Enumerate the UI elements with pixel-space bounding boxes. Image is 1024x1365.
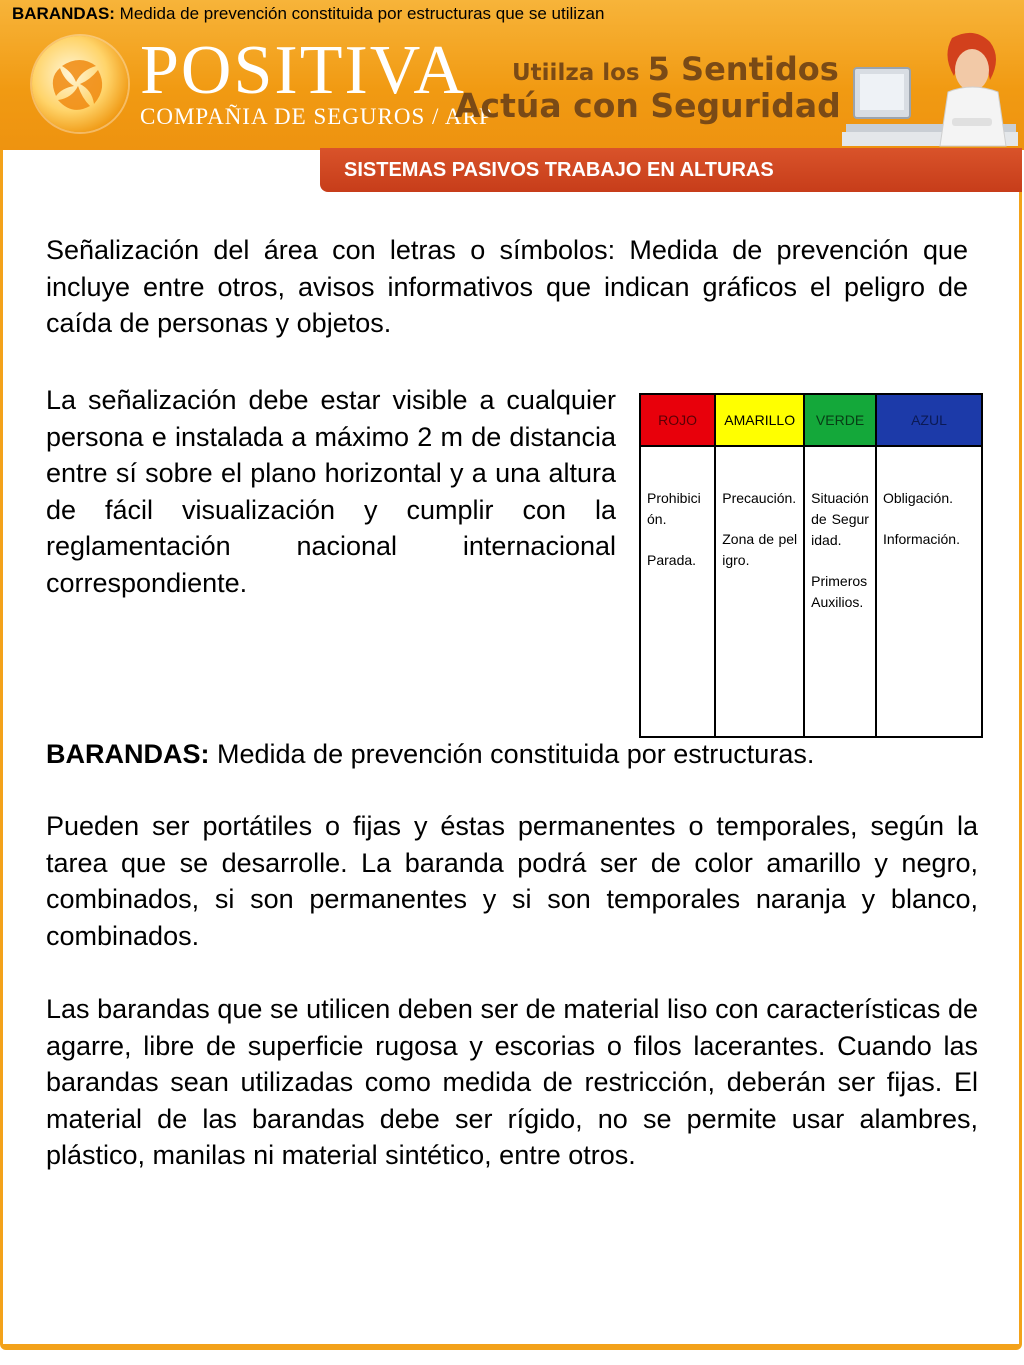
cell-text: Parada. (647, 552, 697, 568)
cell-text: Primeros Auxilios. (811, 573, 868, 610)
header-amarillo: AMARILLO (715, 394, 804, 446)
table-header-row (640, 394, 982, 446)
header-verde: VERDE (804, 394, 876, 446)
brand-subtitle: COMPAÑIA DE SEGUROS / ARP (140, 104, 493, 129)
header-azul: AZUL (876, 394, 982, 446)
brand-name: POSITIVA (140, 32, 466, 109)
cell-text: Obligación. (882, 490, 953, 506)
cell-verde (804, 446, 876, 737)
paragraph-senalizacion: Señalización del área con letras o símbolos: Medida de prevención que incluye entre otros, avisos informativos que indican gráficos el peligro de caída de personas y objetos. (46, 235, 968, 338)
cell-text: Zona de peligro. (722, 531, 798, 568)
cell-rojo (640, 446, 715, 737)
paragraph-barandas-title: BARANDAS: Medida de prevención constituida por estructuras. (46, 739, 815, 769)
section-banner: SISTEMAS PASIVOS TRABAJO EN ALTURAS (320, 148, 1022, 192)
cell-azul (876, 446, 982, 737)
cell-text: Precaución. (722, 490, 797, 506)
header (0, 0, 1024, 150)
top-caption: BARANDAS: Medida de prevención constituida por estructuras que se utilizan (12, 4, 605, 23)
positiva-logo-icon (32, 36, 128, 132)
paragraph-barandas-material: Las barandas que se utilicen deben ser de material liso con características de agarre, libre de superficie rugosa y escorias o filos lacerantes. Cuando las barandas sean utilizadas como medida de restricción, deberán ser fijas. El material de las barandas debe ser rígido, no se permite usar alambres, plástico, manilas ni material sintético, entre otros. (46, 994, 978, 1170)
paragraph-barandas-tipos: Pueden ser portátiles o fijas y éstas permanentes o temporales, según la tarea que se desarrolle. La baranda podrá ser de color amarillo y negro, combinados, si son permanentes y si son temporales naranja y blanco, combinados. (46, 811, 978, 951)
cell-amarillo (715, 446, 804, 737)
assistant-mascot-icon (840, 28, 1020, 150)
table-row (640, 446, 982, 737)
color-meaning-table (639, 393, 983, 738)
cell-text: Información. (882, 531, 960, 547)
cell-text: Situación de Seguridad. (811, 490, 869, 548)
cell-text: Prohibición. (647, 490, 701, 527)
slogan-line-2: Actúa con Seguridad (455, 86, 841, 125)
header-rojo: ROJO (640, 394, 715, 446)
paragraph-visibilidad: La señalización debe estar visible a cualquier persona e instalada a máximo 2 m de distancia entre sí sobre el plano horizontal y a una altura de fácil visualización y cumplir con la reglamentación nacional internacional correspondiente. (46, 385, 616, 598)
slogan-line-1: Utiilza los 5 Sentidos (512, 50, 839, 88)
